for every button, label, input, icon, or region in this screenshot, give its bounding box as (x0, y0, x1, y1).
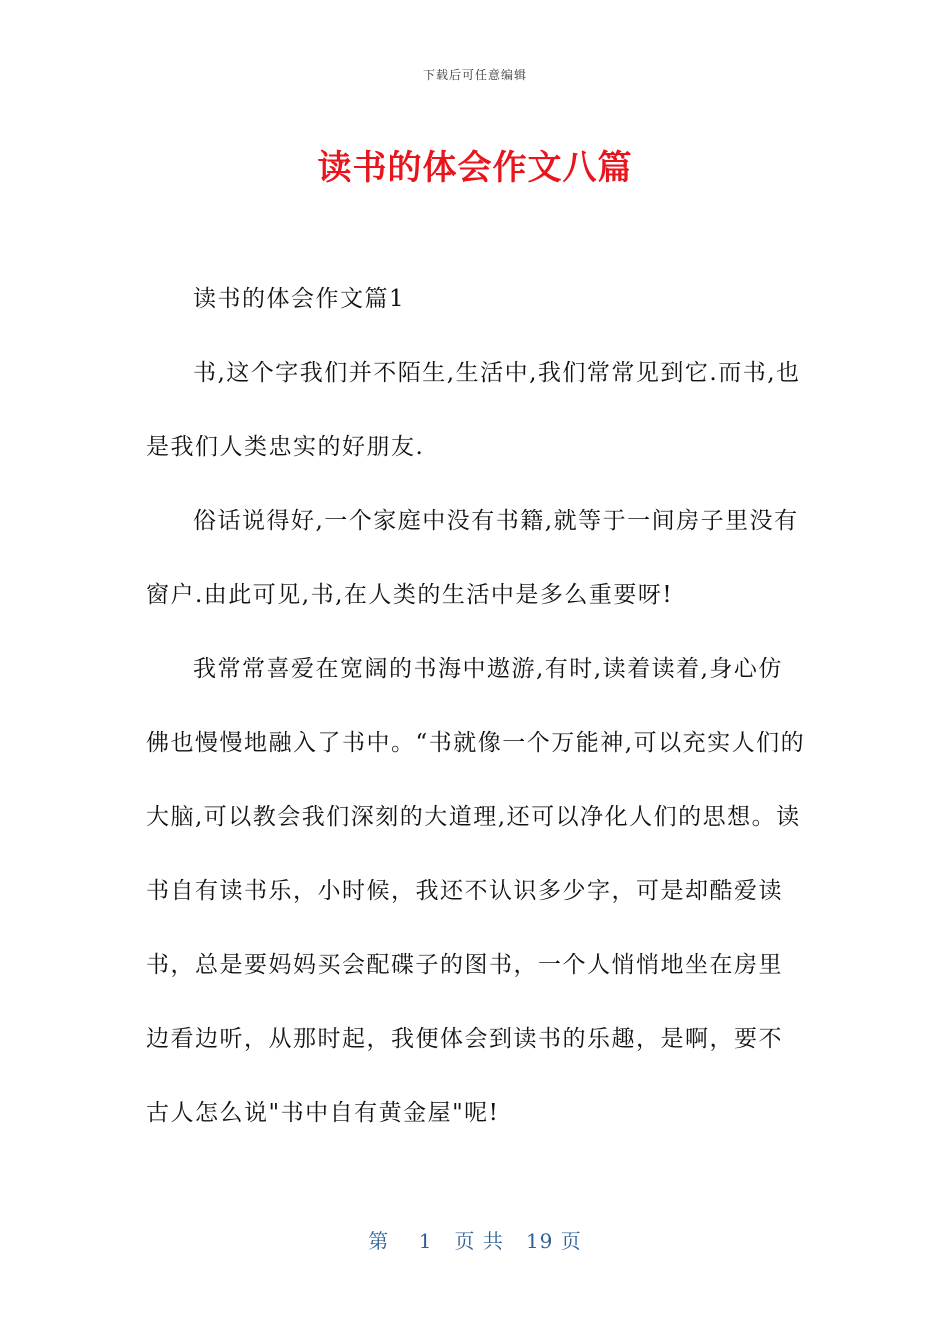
section-heading: 读书的体会作文篇1 (193, 286, 406, 312)
footer-current-page: 1 (418, 1229, 433, 1253)
paragraph: 俗话说得好,一个家庭中没有书籍,就等于一间房子里没有窗户.由此可见,书,在人类的生活中是多么重要呀! (146, 508, 799, 608)
paragraph: 书,这个字我们并不陌生,生活中,我们常常见到它.而书,也是我们人类忠实的好朋友. (146, 360, 801, 460)
paragraph: 我常常喜爱在宽阔的书海中遨游,有时,读着读着,身心仿佛也慢慢地融入了书中。“书就像一个万能神,可以充实人们的大脑,可以教会我们深刻的大道理,还可以净化人们的思想。读书自有读书乐，小时候，我还不认识多少字，可是却酷爱读书，总是要妈妈买会配碟子的图书，一个人悄悄地坐在房里边看边听，从那时起，我便体会到读书的乐趣，是啊，要不古人怎么说"书中自有黄金屋"呢! (146, 656, 806, 1126)
page-footer (0, 1225, 950, 1254)
footer-prefix: 第 (368, 1229, 390, 1253)
footer-middle: 页 共 (454, 1229, 504, 1253)
document-title: 读书的体会作文八篇 (317, 148, 633, 188)
footer-total-pages: 19 (525, 1229, 554, 1253)
footer-suffix: 页 (560, 1229, 582, 1253)
document-body (146, 262, 806, 1150)
header-note: 下载后可任意编辑 (422, 68, 527, 82)
